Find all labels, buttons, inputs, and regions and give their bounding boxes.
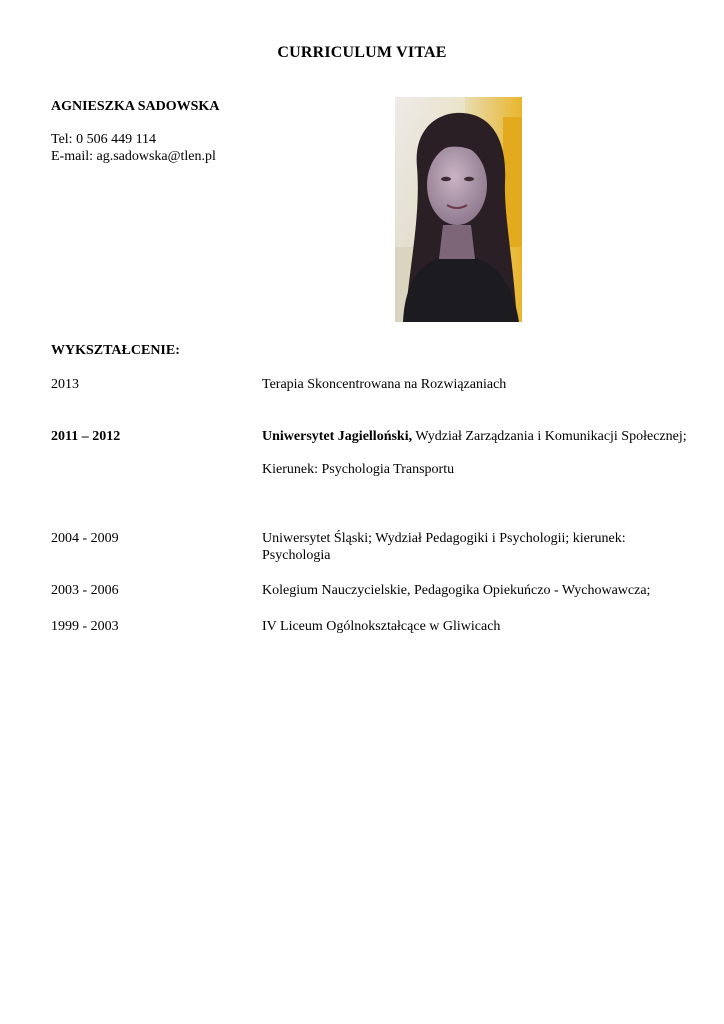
education-field: Kierunek: Psychologia Transportu	[262, 462, 455, 477]
education-year: 2003 - 2006	[51, 583, 119, 598]
education-description: IV Liceum Ogólnokształcące w Gliwicach	[262, 619, 501, 634]
email-address: E-mail: ag.sadowska@tlen.pl	[51, 149, 216, 164]
education-description	[262, 428, 712, 445]
education-description: Kolegium Nauczycielskie, Pedagogika Opiekuńczo - Wychowawcza;	[262, 583, 651, 598]
candidate-name: AGNIESZKA SADOWSKA	[51, 99, 220, 114]
education-year: 2004 - 2009	[51, 531, 119, 546]
education-heading: WYKSZTAŁCENIE:	[51, 343, 180, 358]
education-description: Terapia Skoncentrowana na Rozwiązaniach	[262, 377, 507, 392]
education-detail: Wydział Zarządzania i Komunikacji Społecznej;	[412, 429, 687, 444]
page-title: CURRICULUM VITAE	[277, 44, 447, 61]
education-description: Uniwersytet Śląski; Wydział Pedagogiki i Psychologii; kierunek:	[262, 531, 626, 546]
institution-name: Uniwersytet Jagielloński,	[262, 429, 413, 444]
portrait-photo	[395, 97, 522, 322]
education-field: Psychologia	[262, 548, 331, 563]
education-year: 1999 - 2003	[51, 619, 119, 634]
education-year: 2011 – 2012	[51, 429, 121, 444]
phone-number: Tel: 0 506 449 114	[51, 132, 157, 147]
education-year: 2013	[51, 377, 79, 392]
